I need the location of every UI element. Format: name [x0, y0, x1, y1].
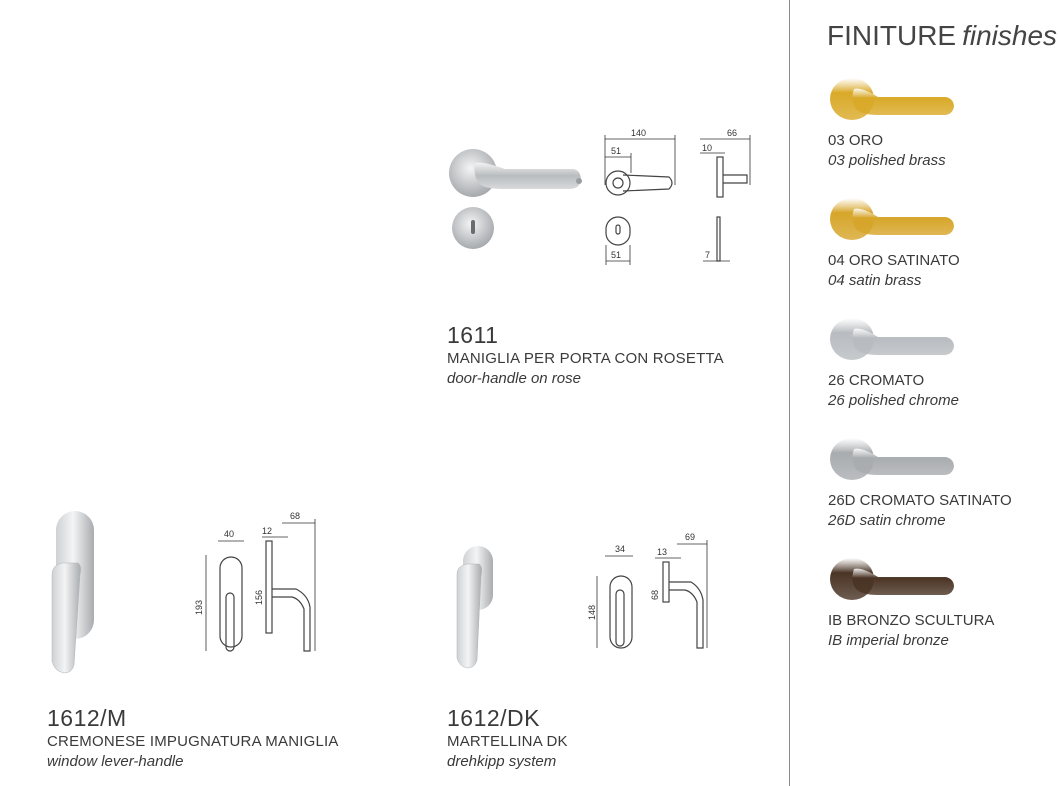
- product-code-1611: 1611: [447, 322, 499, 348]
- finishes-title-main: FINITURE: [827, 20, 957, 51]
- dim-label: 69: [685, 532, 696, 542]
- product-name-en-1612dk: drehkipp system: [447, 753, 557, 770]
- product-name-en-1612m: window lever-handle: [47, 753, 184, 770]
- dim-label: 51: [611, 146, 622, 156]
- finish-swatch: [828, 75, 958, 125]
- dim-label: 193: [194, 599, 204, 615]
- product-name-it-1611: MANIGLIA PER PORTA CON ROSETTA: [447, 350, 724, 367]
- door-handle-front-drawing: [605, 128, 675, 195]
- keyhole-rose-photo: [452, 207, 494, 249]
- finish-code-label: 26 CROMATO: [828, 372, 925, 389]
- finish-code-label: 03 ORO: [828, 132, 884, 149]
- dim-label: 140: [631, 128, 647, 138]
- dim-label: 51: [611, 250, 622, 260]
- finish-swatch: [828, 315, 958, 365]
- product-1612m-drawings: [40, 505, 330, 675]
- dim-label: 148: [587, 604, 597, 620]
- dim-label: 13: [657, 547, 668, 557]
- dim-label: 40: [224, 529, 235, 539]
- dim-label: 34: [615, 544, 626, 554]
- dim-label: 12: [262, 526, 273, 536]
- finish-code-label: 04 ORO SATINATO: [828, 252, 960, 269]
- product-name-it-1612m: CREMONESE IMPUGNATURA MANIGLIA: [47, 733, 339, 750]
- finish-swatch: [828, 195, 958, 245]
- section-divider: [789, 0, 790, 786]
- finish-english-label: 04 satin brass: [828, 272, 922, 289]
- product-name-it-1612dk: MARTELLINA DK: [447, 733, 568, 750]
- drehkipp-front-drawing: [587, 544, 633, 648]
- dim-label: 68: [290, 511, 301, 521]
- finish-english-label: IB imperial bronze: [828, 632, 949, 649]
- door-handle-side-drawing: [700, 128, 750, 261]
- finish-swatch: [828, 435, 958, 485]
- finish-english-label: 03 polished brass: [828, 152, 946, 169]
- dim-label: 7: [705, 250, 711, 260]
- finish-code-label: 26D CROMATO SATINATO: [828, 492, 1012, 509]
- finishes-title: [827, 20, 1057, 52]
- keyhole-front-drawing: [606, 217, 630, 265]
- window-lever-photo: [52, 511, 94, 673]
- product-name-en-1611: door-handle on rose: [447, 370, 581, 387]
- window-lever-front-drawing: [194, 529, 244, 651]
- dim-label: 66: [727, 128, 738, 138]
- dim-label: 68: [650, 589, 660, 600]
- drehkipp-photo: [457, 546, 493, 668]
- product-1612dk-drawings: [445, 530, 735, 680]
- window-lever-side-drawing: [254, 511, 315, 651]
- finish-swatch: [828, 555, 958, 605]
- drehkipp-side-drawing: [650, 532, 707, 648]
- finish-code-label: IB BRONZO SCULTURA: [828, 612, 995, 629]
- product-1611-drawings: [445, 125, 785, 275]
- product-code-1612m: 1612/M: [47, 705, 127, 731]
- finish-english-label: 26 polished chrome: [828, 392, 959, 409]
- dim-label: 156: [254, 589, 264, 605]
- door-handle-photo: [449, 149, 582, 197]
- finishes-title-sub: finishes: [962, 20, 1058, 51]
- dim-label: 10: [702, 143, 713, 153]
- finish-english-label: 26D satin chrome: [828, 512, 946, 529]
- product-code-1612dk: 1612/DK: [447, 705, 541, 731]
